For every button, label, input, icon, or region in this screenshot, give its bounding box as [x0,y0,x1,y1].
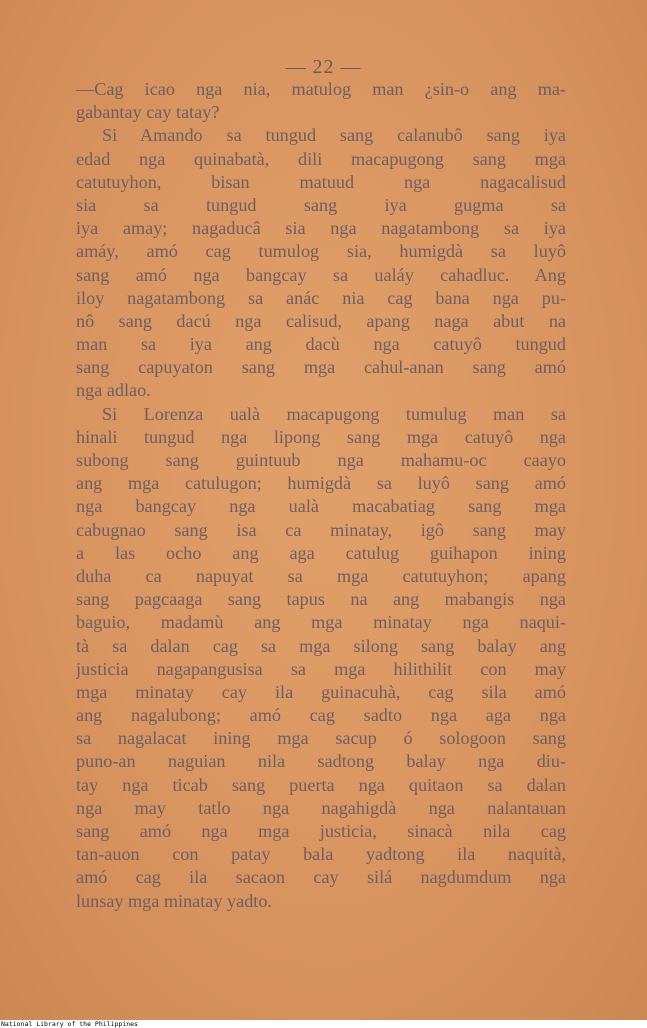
text-line: —Cag icao nga nia, matulog man ¿sin-o ang ma- [76,79,566,99]
text-line: sang amó nga bangcay sa ualáy cahadluc. Ang [76,264,566,285]
text-line: a las ocho ang aga catulug guihapon ining [76,542,566,563]
text-line: subong sang guintuub nga mahamu-oc caayo [76,450,566,470]
text-line: puno-an naguian nila sadtong balay nga diu- [76,751,566,772]
text-line: tà sa dalan cag sa mga silong sang balay ang [76,635,566,656]
page-number: — 22 — [285,56,362,78]
text-line: sa nagalacat ining mga sacup ó sologoon sang [76,728,566,749]
text-line: ang nagalubong; amó cag sadto nga aga nga [76,705,566,726]
text-line: sang pagcaaga sang tapus na ang mabangis nga [76,589,566,610]
text-line: amáy, amó cag tumulog sia, humigdà sa luyô [76,241,566,262]
footer-credit: National Library of the Philippines [1,1020,138,1028]
text-line: nga bangcay nga ualà macabatiag sang mga [76,496,566,517]
text-line: justicia nagapangusisa sa mga hilithilit con may [76,658,566,679]
text-line: Si Lorenza ualà macapugong tumulug man sa [102,403,566,424]
text-line: lunsay mga minatay yadto. [76,890,272,911]
text-line: iya amay; nagaducâ sia nga nagatambong sa iya [76,218,566,239]
text-line: catutuyhon, bisan matuud nga nagacalisud [76,171,566,192]
text-line: cabugnao sang isa ca minatay, igô sang may [76,519,566,540]
body-text [76,78,566,913]
text-line: mga minatay cay ila guinacuhà, cag sila amó [76,681,566,702]
text-line: ang mga catulugon; humigdà sa luyô sang amó [76,473,566,494]
text-line: iloy nagatambong sa anác nia cag bana nga pu- [76,287,566,308]
text-line: Si Amando sa tungud sang calanubô sang iya [102,125,566,146]
text-line: man sa iya ang dacù nga catuyô tungud [76,334,566,355]
text-line: tay nga ticab sang puerta nga quitaon sa dalan [76,774,566,795]
text-line: sang capuyaton sang mga cahul-anan sang amó [76,357,566,378]
text-line: nô sang dacú nga calisud, apang naga abut na [76,310,566,331]
text-line: gabantay cay tatay? [76,102,220,123]
text-line: edad nga quinabatà, dili macapugong sang mga [76,148,566,169]
text-line: nga adlao. [76,380,151,401]
text-line: sia sa tungud sang iya gugma sa [76,194,566,215]
text-line: sang amó nga mga justicia, sinacà nila cag [76,821,566,841]
text-line: tan-auon con patay bala yadtong ila naquità, [76,844,566,865]
text-line: amó cag ila sacaon cay silá nagdumdum nga [76,867,566,888]
text-line: baguio, madamù ang mga minatay nga naqui- [76,612,566,633]
text-line: nga may tatlo nga nagahigdà nga nalantauan [76,797,566,818]
text-line: duha ca napuyat sa mga catutuyhon; apang [76,565,566,586]
text-line: hinali tungud nga lipong sang mga catuyô nga [76,426,566,447]
